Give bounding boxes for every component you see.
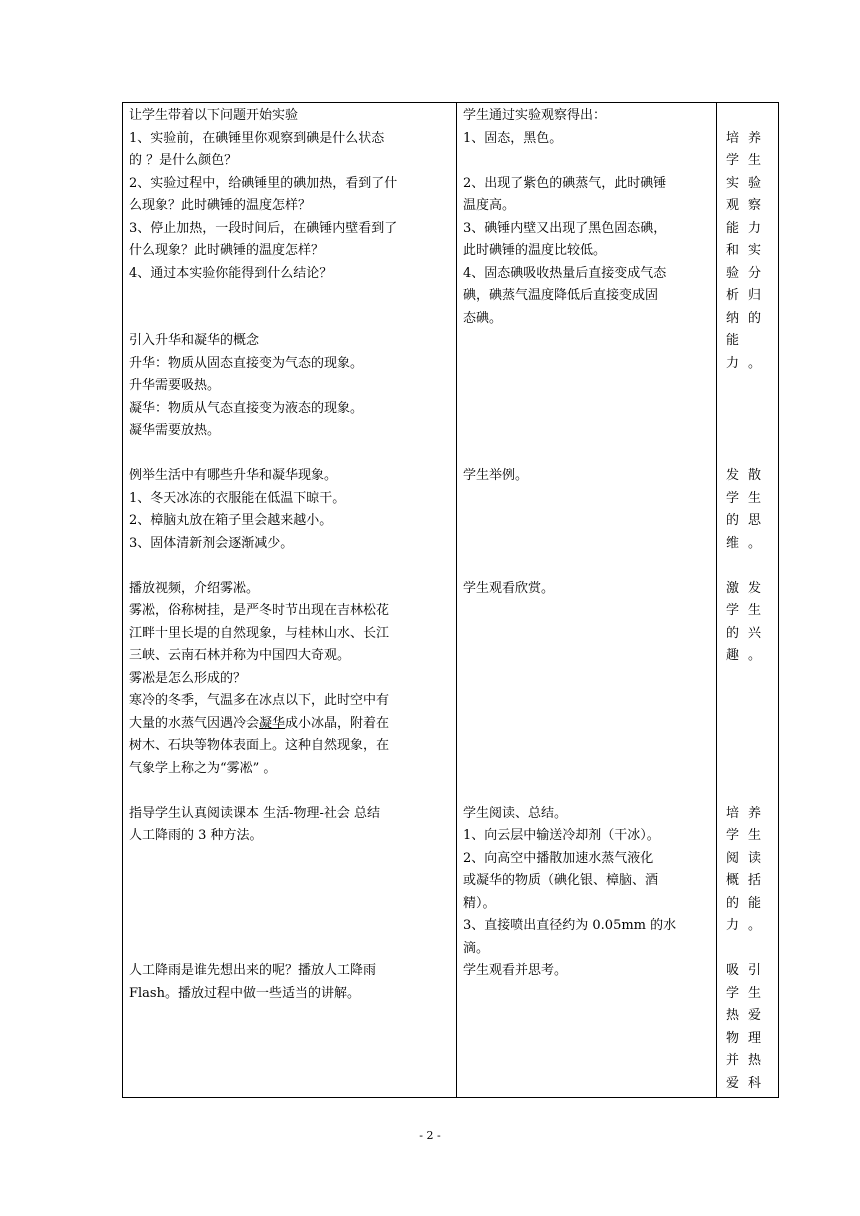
text-line: 学生 bbox=[726, 490, 771, 506]
text-line: 升华需要吸热。 bbox=[129, 378, 221, 393]
text-line: 温度高。 bbox=[463, 198, 516, 213]
lesson-plan-table bbox=[122, 102, 779, 1098]
page-number: - 2 - bbox=[419, 1129, 441, 1142]
text-line: 此时碘锤的温度比较低。 bbox=[463, 243, 607, 258]
text-line: 能 bbox=[726, 333, 749, 348]
text-line: 1、向云层中输送冷却剂（干冰）。 bbox=[463, 828, 660, 843]
text-line: 观察 bbox=[726, 198, 771, 213]
teacher-activity-cell bbox=[123, 103, 457, 1098]
text-line: 学生 bbox=[726, 985, 771, 1001]
text-line: 力。 bbox=[726, 355, 771, 371]
design-intent-cell bbox=[717, 103, 779, 1098]
text-line: 3、停止加热，一段时间后，在碘锤内壁看到了 bbox=[129, 220, 398, 236]
text-line: 让学生带着以下问题开始实验 bbox=[129, 108, 299, 123]
text-line: 学生 bbox=[726, 828, 771, 843]
text-line: 例举生活中有哪些升华和凝华现象。 bbox=[129, 468, 338, 483]
text-line: 态碘。 bbox=[463, 310, 503, 326]
text-line: 发散 bbox=[726, 468, 771, 483]
text-line: 雾凇是怎么形成的？ bbox=[129, 670, 247, 686]
text-line: 人工降雨的 3 种方法。 bbox=[129, 828, 263, 843]
text-line: 热爱 bbox=[726, 1008, 771, 1023]
text-line: 培养 bbox=[726, 805, 771, 821]
text-line: 力。 bbox=[726, 918, 771, 933]
text-line: 学生观看欣赏。 bbox=[463, 580, 555, 596]
text-line: 的能 bbox=[726, 895, 771, 911]
text-line: 或凝华的物质（碘化银、樟脑、酒 bbox=[463, 873, 659, 888]
text-line: 3、碘锤内壁又出现了黑色固态碘， bbox=[463, 220, 667, 236]
text-line: 维。 bbox=[726, 535, 771, 551]
text-line: 培养 bbox=[726, 130, 771, 146]
text-line: 物理 bbox=[726, 1030, 771, 1046]
student-activity-cell bbox=[457, 103, 717, 1098]
text-line: 吸引 bbox=[726, 963, 771, 978]
text-line: 指导学生认真阅读课本 生活-物理-社会 总结 bbox=[129, 805, 381, 821]
text-line: 4、固态碘吸收热量后直接变成气态 bbox=[463, 265, 667, 281]
text-line: 爱科 bbox=[726, 1075, 771, 1091]
text-line: 精）。 bbox=[463, 895, 496, 911]
text-line: 碘，碘蒸气温度降低后直接变成固 bbox=[463, 288, 659, 303]
text-line: 江畔十里长堤的自然现象，与桂林山水、长江 bbox=[129, 625, 390, 641]
text-line: 析归 bbox=[726, 288, 771, 303]
text-line: 树木、石块等物体表面上。这种自然现象，在 bbox=[129, 738, 390, 753]
text-line: 升华：物质从固态直接变为气态的现象。 bbox=[129, 355, 364, 371]
text-line bbox=[129, 713, 450, 736]
text-line: 4、通过本实验你能得到什么结论？ bbox=[129, 265, 333, 281]
text-line: 凝华：物质从气态直接变为液态的现象。 bbox=[129, 400, 364, 416]
text-line: 1、固态，黑色。 bbox=[463, 130, 563, 146]
text-line: 验分 bbox=[726, 265, 771, 281]
text-line: 概括 bbox=[726, 873, 771, 888]
text-line: 寒冷的冬季，气温多在冰点以下，此时空中有 bbox=[129, 693, 390, 708]
text-line: 三峡、云南石林并称为中国四大奇观。 bbox=[129, 648, 351, 663]
text-line: 人工降雨是谁先想出来的呢？播放人工降雨 bbox=[129, 963, 377, 978]
text-line: 引入升华和凝华的概念 bbox=[129, 333, 260, 348]
table-row bbox=[123, 103, 779, 1098]
text-line: 的思 bbox=[726, 513, 771, 528]
text-line: 雾凇，俗称树挂，是严冬时节出现在吉林松花 bbox=[129, 603, 390, 618]
text-line: 1、实验前，在碘锤里你观察到碘是什么状态 bbox=[129, 130, 385, 146]
text-fragment: 成小冰晶，附着在 bbox=[285, 715, 390, 731]
text-line: 2、向高空中播散加速水蒸气液化 bbox=[463, 850, 654, 866]
text-line: 并热 bbox=[726, 1053, 771, 1068]
text-line: 和实 bbox=[726, 243, 771, 258]
text-line: 学生通过实验观察得出： bbox=[463, 108, 607, 123]
text-line: 3、直接喷出直径约为 0.05mm 的水 bbox=[463, 918, 677, 933]
text-line: 2、出现了紫色的碘蒸气，此时碘锤 bbox=[463, 175, 667, 191]
text-line: 么现象？此时碘锤的温度怎样？ bbox=[129, 198, 312, 213]
text-line: 学生阅读、总结。 bbox=[463, 805, 568, 821]
text-line: 能力 bbox=[726, 220, 771, 236]
text-fragment: 大量的水蒸气因遇冷会 bbox=[129, 715, 260, 731]
text-line: 学生 bbox=[726, 603, 771, 618]
text-line: 实验 bbox=[726, 175, 771, 191]
underlined-term: 凝华 bbox=[259, 715, 286, 731]
text-line: 学生观看并思考。 bbox=[463, 963, 568, 978]
text-line: 2、实验过程中，给碘锤里的碘加热，看到了什 bbox=[129, 175, 398, 191]
text-line: 2、樟脑丸放在箱子里会越来越小。 bbox=[129, 513, 333, 528]
text-line: 播放视频，介绍雾凇。 bbox=[129, 580, 260, 596]
text-line: 3、固体清新剂会逐渐减少。 bbox=[129, 535, 294, 551]
text-line: 学生举例。 bbox=[463, 468, 529, 483]
text-line: 1、冬天冰冻的衣服能在低温下晾干。 bbox=[129, 490, 346, 506]
text-line: 学生 bbox=[726, 153, 771, 168]
text-line: 凝华需要放热。 bbox=[129, 423, 221, 438]
text-line: 气象学上称之为“雾凇” 。 bbox=[129, 760, 277, 776]
text-line: Flash。播放过程中做一些适当的讲解。 bbox=[129, 985, 360, 1001]
text-line: 什么现象？此时碘锤的温度怎样？ bbox=[129, 243, 325, 258]
text-line: 激发 bbox=[726, 580, 771, 596]
text-line: 的兴 bbox=[726, 625, 771, 641]
text-line: 的 ？是什么颜色？ bbox=[129, 153, 238, 168]
text-line: 阅读 bbox=[726, 850, 771, 866]
text-line: 纳的 bbox=[726, 310, 771, 326]
text-line: 滴。 bbox=[463, 940, 490, 956]
text-line: 趣。 bbox=[726, 648, 771, 663]
